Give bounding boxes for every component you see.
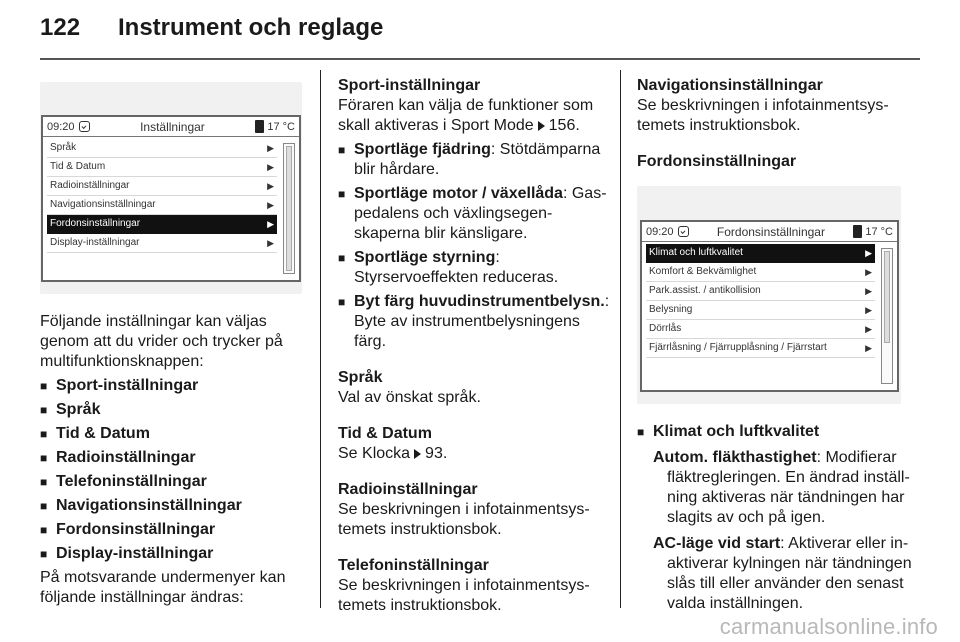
settings-screen <box>41 115 301 282</box>
radio-heading: Radioinställningar <box>338 481 478 498</box>
chevron-right-icon: ▶ <box>865 343 872 353</box>
navigation-text: Se beskrivningen i infotainmentsystemets instruktionsbok. <box>637 97 889 134</box>
screen-temperature: 17 °C <box>267 120 295 133</box>
menu-item-label: Språk <box>50 142 77 153</box>
chevron-right-icon: ▶ <box>267 200 274 210</box>
list-item <box>338 292 610 352</box>
bullet-icon: ■ <box>338 295 346 309</box>
list-item <box>40 400 310 420</box>
menu-item-label: Fordonsinställningar <box>50 218 141 229</box>
vehicle-menu-list <box>646 244 875 358</box>
watermark: carmanualsonline.info <box>719 614 938 639</box>
thermometer-icon <box>853 225 862 238</box>
settings-list <box>40 376 310 564</box>
menu-item-label: Dörrlås <box>649 323 682 334</box>
list-item-label: Radioinställningar <box>56 449 196 466</box>
list-item <box>637 448 920 528</box>
scrollbar <box>283 143 295 274</box>
language-heading: Språk <box>338 369 383 386</box>
chevron-right-icon: ▶ <box>865 324 872 334</box>
column-1 <box>40 76 310 608</box>
option-term: Sportläge motor / växellåda <box>354 185 563 202</box>
list-item <box>338 140 610 180</box>
menu-item[interactable] <box>47 158 277 177</box>
list-item-label: Telefoninställningar <box>56 473 207 490</box>
option-term: Autom. fläkthastighet <box>653 449 817 466</box>
bullet-icon: ■ <box>338 251 346 265</box>
list-item <box>40 544 310 564</box>
chevron-right-icon: ▶ <box>865 305 872 315</box>
bullet-icon: ■ <box>637 425 645 439</box>
column-2 <box>338 76 610 616</box>
screen-status-bar <box>43 117 299 137</box>
bullet-icon: ■ <box>40 379 48 393</box>
chevron-right-icon: ▶ <box>267 219 274 229</box>
time-date-page-ref: 93. <box>425 445 448 462</box>
menu-item-label: Tid & Datum <box>50 161 106 172</box>
vehicle-heading: Fordonsinställningar <box>637 153 797 170</box>
bullet-icon: ■ <box>338 143 346 157</box>
option-term: Sportläge fjädring <box>354 141 491 158</box>
list-item <box>40 472 310 492</box>
settings-menu-list <box>47 139 277 253</box>
menu-item[interactable] <box>47 215 277 234</box>
menu-item[interactable] <box>47 177 277 196</box>
sport-heading: Sport-inställningar <box>338 77 481 94</box>
menu-item[interactable] <box>646 263 875 282</box>
menu-item[interactable] <box>47 139 277 158</box>
bullet-icon: ■ <box>40 427 48 441</box>
phone-text: Se beskrivningen i infotainmentsystemets instruktionsbok. <box>338 577 590 614</box>
scrollbar-thumb <box>884 251 890 343</box>
chevron-right-icon: ▶ <box>267 143 274 153</box>
clock-icon <box>79 121 90 132</box>
bullet-icon: ■ <box>40 499 48 513</box>
bullet-icon: ■ <box>40 403 48 417</box>
bullet-icon: ■ <box>40 451 48 465</box>
menu-item-label: Klimat och luftkvalitet <box>649 247 743 258</box>
settings-screenshot <box>40 82 302 294</box>
list-item-label: Navigationsinställningar <box>56 497 242 514</box>
time-date-text-body: Se Klocka <box>338 445 411 462</box>
bullet-icon: ■ <box>338 187 346 201</box>
menu-item-label: Navigationsinställningar <box>50 199 156 210</box>
menu-item-label: Fjärrlåsning / Fjärrupplåsning / Fjärrstart <box>649 342 827 353</box>
clock-icon <box>678 226 689 237</box>
page-number: 122 <box>40 14 81 41</box>
chevron-right-icon: ▶ <box>865 248 872 258</box>
option-desc: : Styrservoeffekten reduceras. <box>354 249 559 286</box>
page-ref-arrow-icon <box>538 121 545 131</box>
climate-options <box>637 448 920 614</box>
screen-time: 09:20 <box>646 225 674 238</box>
menu-item-label: Display-inställningar <box>50 237 140 248</box>
navigation-heading: Navigationsinställningar <box>637 77 823 94</box>
option-desc: : Byte av instrumentbelysningens färg. <box>354 293 610 350</box>
sport-text <box>338 96 610 136</box>
language-text: Val av önskat språk. <box>338 389 481 406</box>
option-desc: : Modifierar fläktregleringen. En ändrad inställning aktiveras när tändningen har slagits av och på igen. <box>667 449 910 526</box>
chevron-right-icon: ▶ <box>267 181 274 191</box>
thermometer-icon <box>255 120 264 133</box>
settings-intro: Följande inställningar kan väljas genom att du vrider och trycker på multifunktionsknappen: <box>40 313 283 370</box>
screen-temperature: 17 °C <box>865 225 893 238</box>
climate-heading: Klimat och luftkvalitet <box>653 423 820 440</box>
menu-item[interactable] <box>646 320 875 339</box>
column-divider-2 <box>620 70 621 608</box>
vehicle-settings-screen <box>640 220 899 392</box>
chevron-right-icon: ▶ <box>267 238 274 248</box>
scrollbar <box>881 248 893 384</box>
menu-item[interactable] <box>47 196 277 215</box>
menu-item-label: Radioinställningar <box>50 180 130 191</box>
option-term: AC-läge vid start <box>653 535 781 552</box>
menu-item[interactable] <box>646 244 875 263</box>
scrollbar-thumb <box>286 146 292 271</box>
menu-item-label: Park.assist. / antikollision <box>649 285 761 296</box>
list-item <box>40 520 310 540</box>
option-term: Sportläge styrning <box>354 249 496 266</box>
time-date-heading: Tid & Datum <box>338 425 432 442</box>
screen-title: Inställningar <box>140 119 205 134</box>
option-desc: : Aktiverar eller inaktiverar kylningen när tändningen slås till eller använder den senast valda inställningen. <box>667 535 912 612</box>
bullet-icon: ■ <box>40 523 48 537</box>
menu-item[interactable] <box>646 282 875 301</box>
climate-bullet <box>637 422 920 442</box>
header-divider <box>40 58 920 60</box>
chevron-right-icon: ▶ <box>267 162 274 172</box>
list-item <box>40 376 310 396</box>
list-item <box>40 496 310 516</box>
option-desc: : Gaspedalens och växlingsegenskaperna blir känsligare. <box>354 185 607 242</box>
column-3 <box>637 76 920 614</box>
list-item <box>40 448 310 468</box>
page-title: Instrument och reglage <box>118 14 384 41</box>
page-ref-arrow-icon <box>414 449 421 459</box>
sport-page-ref: 156. <box>548 117 580 134</box>
bullet-icon: ■ <box>40 475 48 489</box>
list-item <box>40 424 310 444</box>
screen-status-bar <box>642 222 897 242</box>
list-item-label: Tid & Datum <box>56 425 150 442</box>
time-date-text <box>338 444 610 464</box>
list-item-label: Display-inställningar <box>56 545 214 562</box>
option-desc: : Stötdämparna blir hårdare. <box>354 141 601 178</box>
list-item-label: Fordonsinställningar <box>56 521 216 538</box>
screen-time: 09:20 <box>47 120 75 133</box>
phone-heading: Telefoninställningar <box>338 557 489 574</box>
sport-options-list <box>338 140 610 352</box>
menu-item[interactable] <box>47 234 277 253</box>
chevron-right-icon: ▶ <box>865 267 872 277</box>
menu-item[interactable] <box>646 339 875 358</box>
radio-text: Se beskrivningen i infotainmentsystemets instruktionsbok. <box>338 501 590 538</box>
bullet-icon: ■ <box>40 547 48 561</box>
page-header <box>40 14 383 54</box>
option-term: Byt färg huvudinstrumentbelysn. <box>354 293 605 310</box>
list-item-label: Sport-inställningar <box>56 377 199 394</box>
menu-item-label: Komfort & Bekvämlighet <box>649 266 757 277</box>
settings-outro: På motsvarande undermenyer kan följande inställningar ändras: <box>40 569 286 606</box>
vehicle-settings-screenshot <box>637 186 901 404</box>
list-item <box>338 248 610 288</box>
chevron-right-icon: ▶ <box>865 286 872 296</box>
menu-item[interactable] <box>646 301 875 320</box>
sport-text-body: Föraren kan välja de funktioner som skall aktiveras i Sport Mode <box>338 97 594 134</box>
column-divider-1 <box>320 70 321 608</box>
screen-title: Fordonsinställningar <box>716 224 825 239</box>
menu-item-label: Belysning <box>649 304 693 315</box>
list-item <box>338 184 610 244</box>
list-item <box>637 534 920 614</box>
list-item-label: Språk <box>56 401 101 418</box>
